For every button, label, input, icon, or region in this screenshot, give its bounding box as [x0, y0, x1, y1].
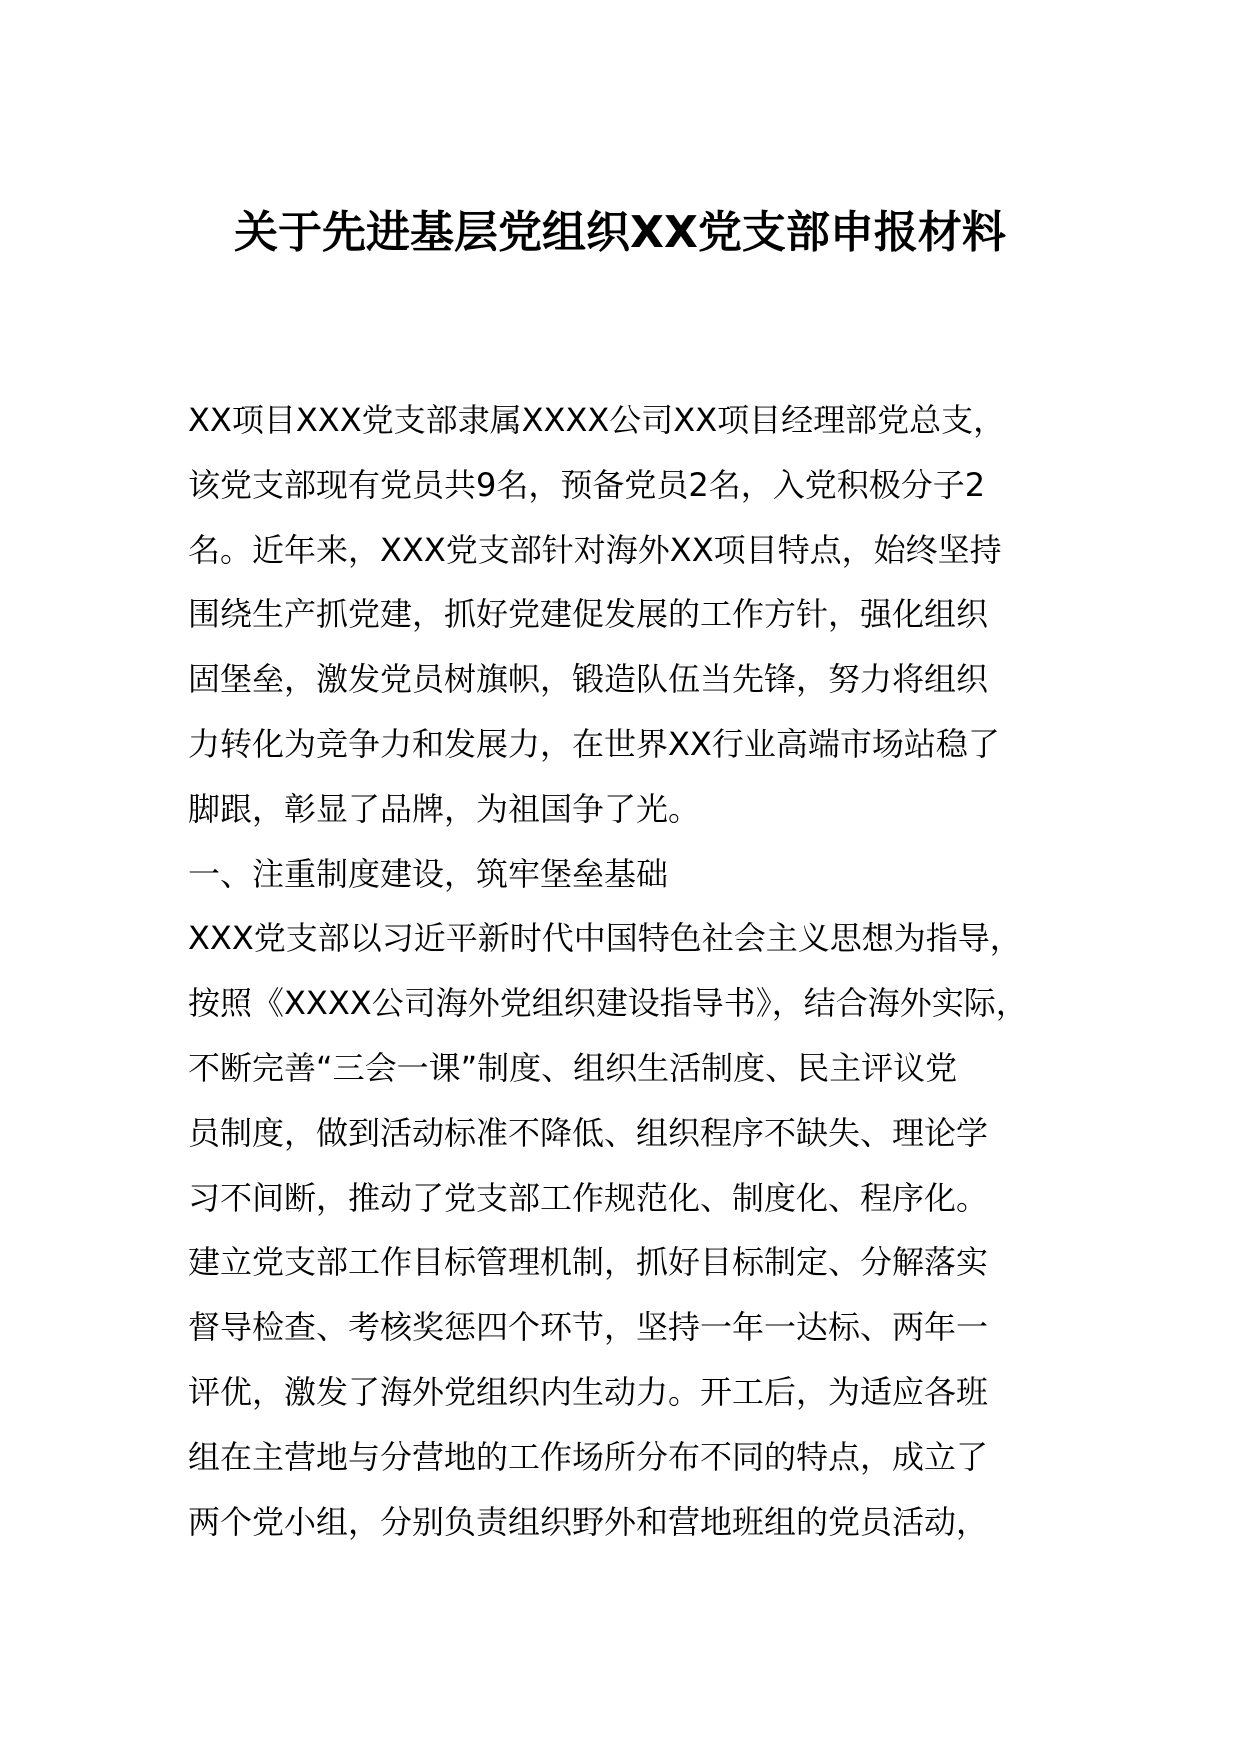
- body-line: 两个党小组，分别负责组织野外和营地班组的党员活动，: [188, 1502, 989, 1541]
- body-line: 组在主营地与分营地的工作场所分布不同的特点，成立了: [188, 1437, 989, 1476]
- body-line: 按照《XXXX公司海外党组织建设指导书》，结合海外实际，: [188, 984, 1028, 1023]
- document-title: 关于先进基层党组织XX党支部申报材料: [234, 207, 1006, 258]
- body-line: 习不间断，推动了党支部工作规范化、制度化、程序化。: [188, 1178, 989, 1217]
- body-line: XXX党支部以习近平新时代中国特色社会主义思想为指导，: [188, 919, 1022, 958]
- body-line: 员制度，做到活动标准不降低、组织程序不缺失、理论学: [188, 1113, 989, 1152]
- body-line: 该党支部现有党员共9名，预备党员2名，入党积极分子2: [188, 465, 986, 504]
- body-line: XX项目XXX党支部隶属XXXX公司XX项目经理部党总支，: [188, 401, 1006, 439]
- body-line: 建立党支部工作目标管理机制，抓好目标制定、分解落实: [188, 1243, 989, 1282]
- body-line: 督导检查、考核奖惩四个环节，坚持一年一达标、两年一: [188, 1308, 989, 1347]
- section-heading: 一、注重制度建设，筑牢堡垒基础: [188, 854, 669, 893]
- document-body: [188, 388, 1088, 1554]
- body-line: 脚跟，彰显了品牌，为祖国争了光。: [188, 789, 701, 828]
- body-line: 围绕生产抓党建，抓好党建促发展的工作方针，强化组织: [188, 595, 989, 634]
- body-line: 名。近年来，XXX党支部针对海外XX项目特点，始终坚持: [188, 530, 1002, 569]
- body-line: 评优，激发了海外党组织内生动力。开工后，为适应各班: [188, 1372, 989, 1411]
- body-line: 固堡垒，激发党员树旗帜，锻造队伍当先锋，努力将组织: [188, 660, 989, 699]
- body-line: 力转化为竞争力和发展力，在世界XX行业高端市场站稳了: [188, 724, 1000, 763]
- body-line: 不断完善“三会一课”制度、组织生活制度、民主评议党: [188, 1048, 958, 1087]
